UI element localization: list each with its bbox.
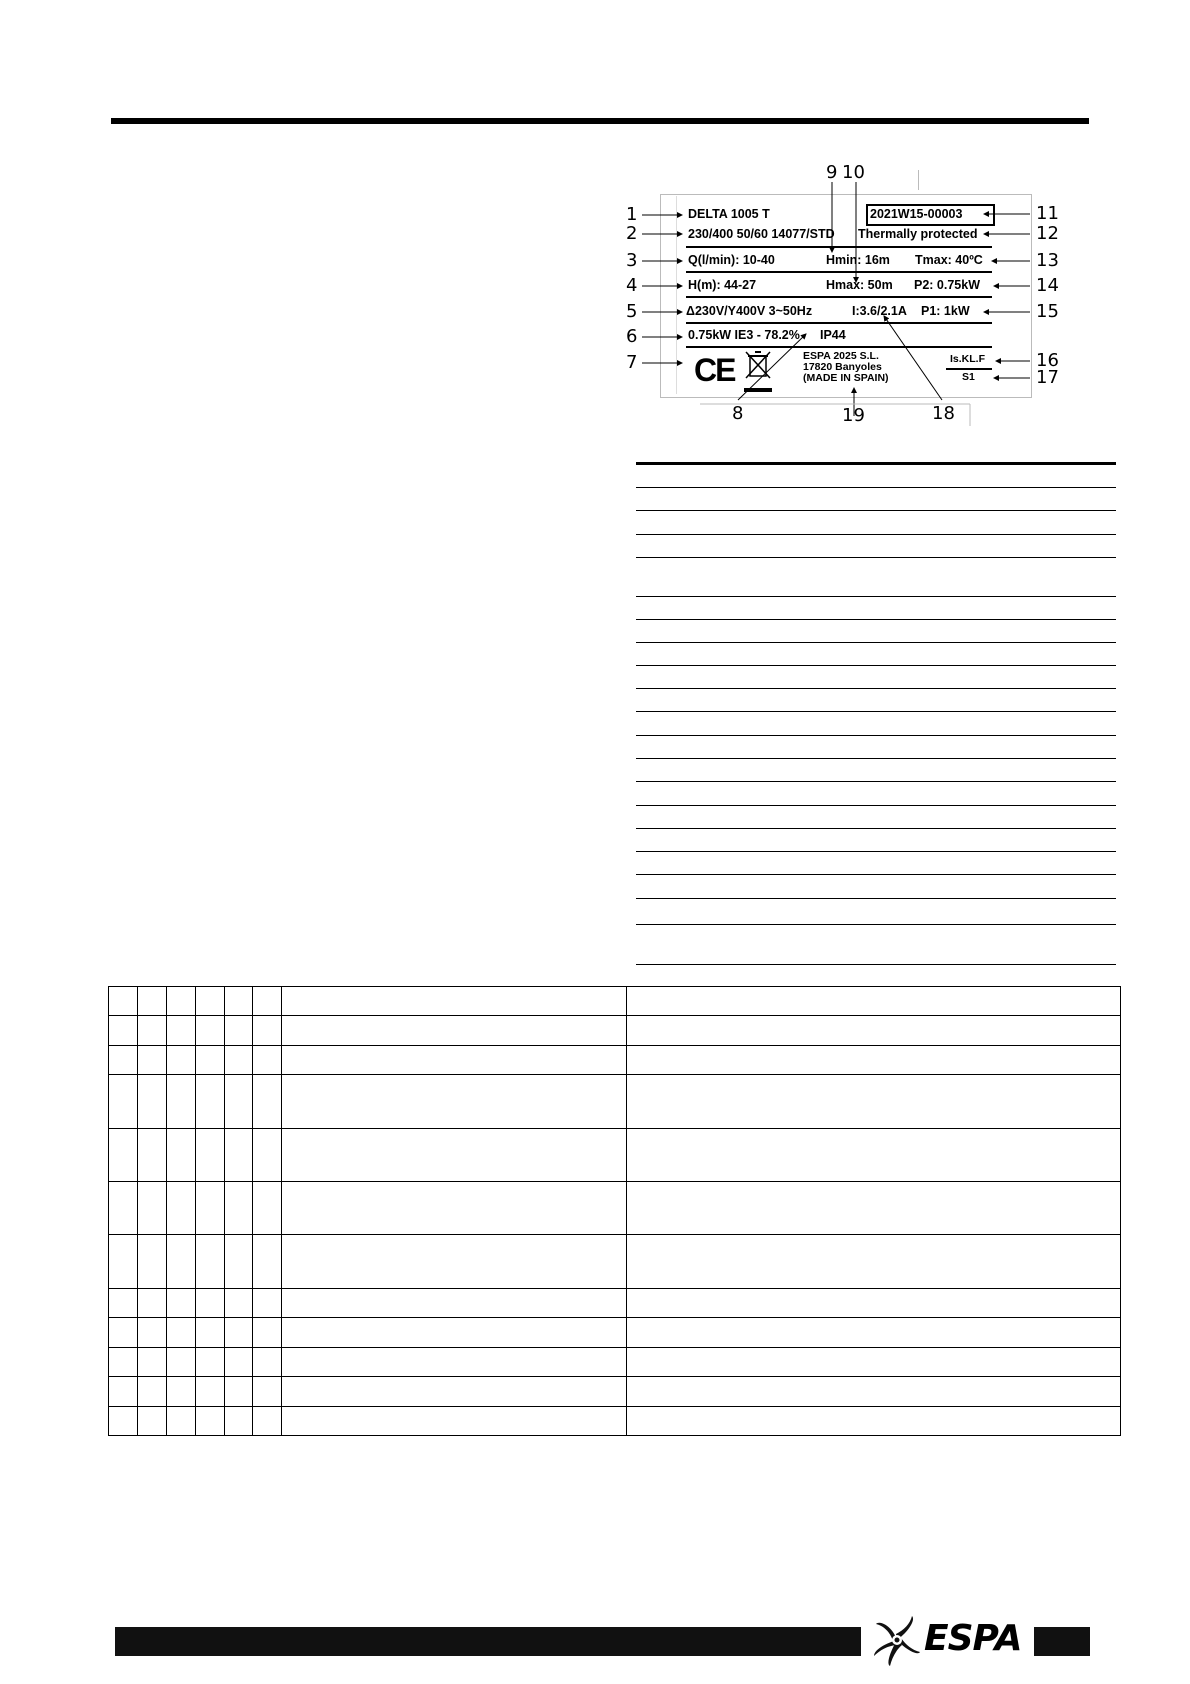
footer-bar-end bbox=[1034, 1627, 1090, 1656]
legend-rule bbox=[636, 642, 1116, 643]
callout-16: 16 bbox=[1036, 350, 1059, 371]
plate-address: 17820 Banyoles bbox=[803, 361, 882, 373]
callout-leader-lines bbox=[620, 160, 1100, 430]
plate-voltage: Δ230V/Y400V 3~50Hz bbox=[686, 304, 813, 318]
table-row bbox=[109, 1318, 1121, 1348]
callout-3: 3 bbox=[626, 250, 638, 271]
callout-14: 14 bbox=[1036, 275, 1059, 296]
table-row bbox=[109, 1182, 1121, 1235]
legend-rule bbox=[636, 781, 1116, 782]
legend-rule bbox=[636, 510, 1116, 511]
plate-spec-line: 230/400 50/60 14077/STD bbox=[688, 227, 835, 241]
legend-rule bbox=[636, 665, 1116, 666]
callout-18: 18 bbox=[932, 403, 955, 424]
espa-impeller-icon bbox=[872, 1612, 922, 1668]
legend-rule bbox=[636, 711, 1116, 712]
legend-rule bbox=[636, 688, 1116, 689]
top-rule bbox=[111, 118, 1089, 124]
plate-p2: P2: 0.75kW bbox=[914, 278, 981, 292]
table-row bbox=[109, 1407, 1121, 1436]
plate-hmin: Hmin: 16m bbox=[826, 253, 890, 267]
table-row bbox=[109, 1129, 1121, 1182]
ce-mark: CE bbox=[694, 352, 735, 388]
espa-logo-text: ESPA bbox=[924, 1618, 1022, 1659]
callout-5: 5 bbox=[626, 301, 638, 322]
plate-current: I:3.6/2.1A bbox=[852, 304, 907, 318]
plate-p1: P1: 1kW bbox=[921, 304, 970, 318]
plate-hmax: Hmax: 50m bbox=[826, 278, 893, 292]
callout-10: 10 bbox=[842, 162, 865, 183]
table-row bbox=[109, 1016, 1121, 1046]
plate-duty: S1 bbox=[962, 371, 975, 383]
footer-bar bbox=[115, 1627, 861, 1656]
plate-head: H(m): 44-27 bbox=[688, 278, 757, 292]
plate-serial: 2021W15-00003 bbox=[870, 207, 963, 221]
legend-rule bbox=[636, 462, 1116, 465]
callout-1: 1 bbox=[626, 204, 638, 225]
legend-rule bbox=[636, 851, 1116, 852]
plate-manufacturer: ESPA 2025 S.L. bbox=[803, 350, 879, 362]
legend-rule bbox=[636, 557, 1116, 558]
table-row bbox=[109, 1377, 1121, 1407]
rating-plate-figure bbox=[620, 160, 1100, 430]
legend-rows-block bbox=[636, 462, 1116, 966]
plate-efficiency: 0.75kW IE3 - 78.2% bbox=[688, 328, 800, 342]
table-row bbox=[109, 1075, 1121, 1129]
legend-rule bbox=[636, 735, 1116, 736]
grid-table bbox=[108, 986, 1121, 1436]
plate-protection: Thermally protected bbox=[858, 227, 978, 241]
callout-7: 7 bbox=[626, 352, 638, 373]
table-row bbox=[109, 1235, 1121, 1289]
callout-15: 15 bbox=[1036, 301, 1059, 322]
legend-rule bbox=[636, 874, 1116, 875]
espa-logo bbox=[872, 1612, 1022, 1672]
table-row bbox=[109, 1289, 1121, 1318]
callout-4: 4 bbox=[626, 275, 638, 296]
table-row bbox=[109, 1348, 1121, 1377]
legend-rule bbox=[636, 619, 1116, 620]
callout-19: 19 bbox=[842, 405, 865, 426]
plate-model: DELTA 1005 T bbox=[688, 207, 770, 221]
callout-17: 17 bbox=[1036, 367, 1059, 388]
legend-rule bbox=[636, 596, 1116, 597]
table-row bbox=[109, 1046, 1121, 1075]
callout-13: 13 bbox=[1036, 250, 1059, 271]
callout-12: 12 bbox=[1036, 223, 1059, 244]
callout-11: 11 bbox=[1036, 203, 1059, 224]
table-row bbox=[109, 987, 1121, 1016]
plate-ip: IP44 bbox=[820, 328, 846, 342]
plate-origin: (MADE IN SPAIN) bbox=[803, 372, 889, 384]
legend-rule bbox=[636, 964, 1116, 965]
callout-2: 2 bbox=[626, 223, 638, 244]
legend-rule bbox=[636, 534, 1116, 535]
plate-tmax: Tmax: 40ºC bbox=[915, 253, 983, 267]
plate-flow: Q(l/min): 10-40 bbox=[688, 253, 775, 267]
legend-rule bbox=[636, 805, 1116, 806]
legend-rule bbox=[636, 828, 1116, 829]
legend-rule bbox=[636, 924, 1116, 925]
callout-6: 6 bbox=[626, 326, 638, 347]
plate-insulation: Is.KL.F bbox=[950, 353, 986, 365]
callout-8: 8 bbox=[732, 403, 744, 424]
legend-rule bbox=[636, 487, 1116, 488]
callout-9: 9 bbox=[826, 162, 838, 183]
legend-rule bbox=[636, 898, 1116, 899]
legend-rule bbox=[636, 758, 1116, 759]
